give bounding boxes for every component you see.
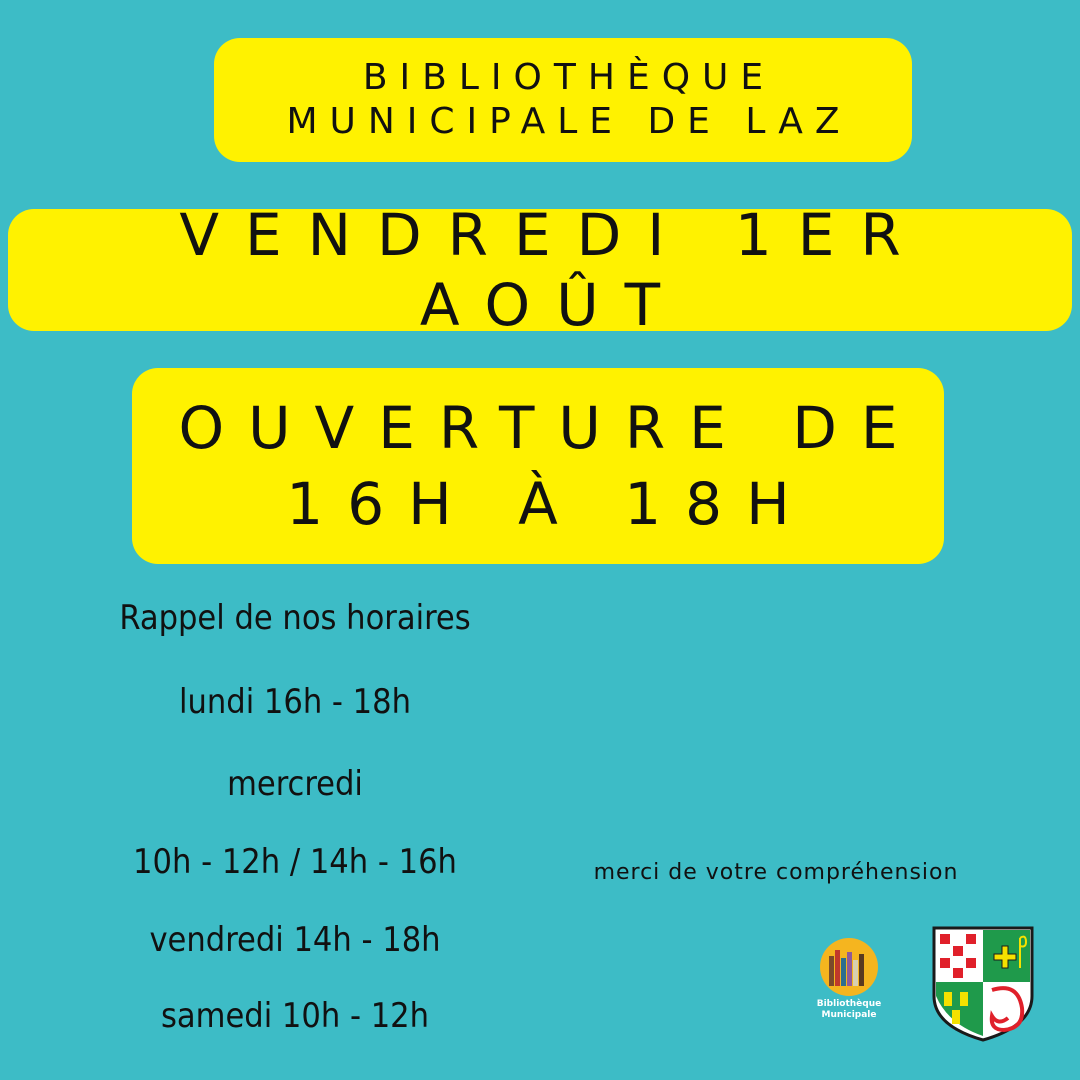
library-logo-label2: Municipale — [821, 1010, 877, 1020]
schedule-title: Rappel de nos horaires — [119, 598, 471, 638]
coat-of-arms-icon — [932, 926, 1034, 1042]
library-logo-label1: Bibliothèque — [816, 999, 882, 1009]
schedule-line: mercredi — [227, 764, 363, 804]
library-logo — [810, 938, 888, 1021]
books-icon — [820, 938, 878, 996]
date-text: VENDREDI 1ER AOÛT — [179, 201, 927, 339]
library-name-line2: MUNICIPALE DE LAZ — [286, 101, 852, 142]
schedule-line: samedi 10h - 12h — [160, 996, 429, 1036]
schedule-line: 10h - 12h / 14h - 16h — [133, 842, 457, 882]
schedule-line: vendredi 14h - 18h — [149, 920, 441, 960]
thanks-message: merci de votre compréhension — [593, 860, 959, 885]
opening-line1: OUVERTURE DE — [178, 394, 922, 462]
library-name-line1: BIBLIOTHÈQUE — [362, 57, 776, 98]
opening-line2: 16H À 18H — [286, 470, 814, 538]
library-name-banner — [214, 38, 912, 162]
opening-banner — [132, 368, 944, 564]
schedule-line: lundi 16h - 18h — [179, 682, 411, 722]
date-banner — [8, 201, 1072, 339]
